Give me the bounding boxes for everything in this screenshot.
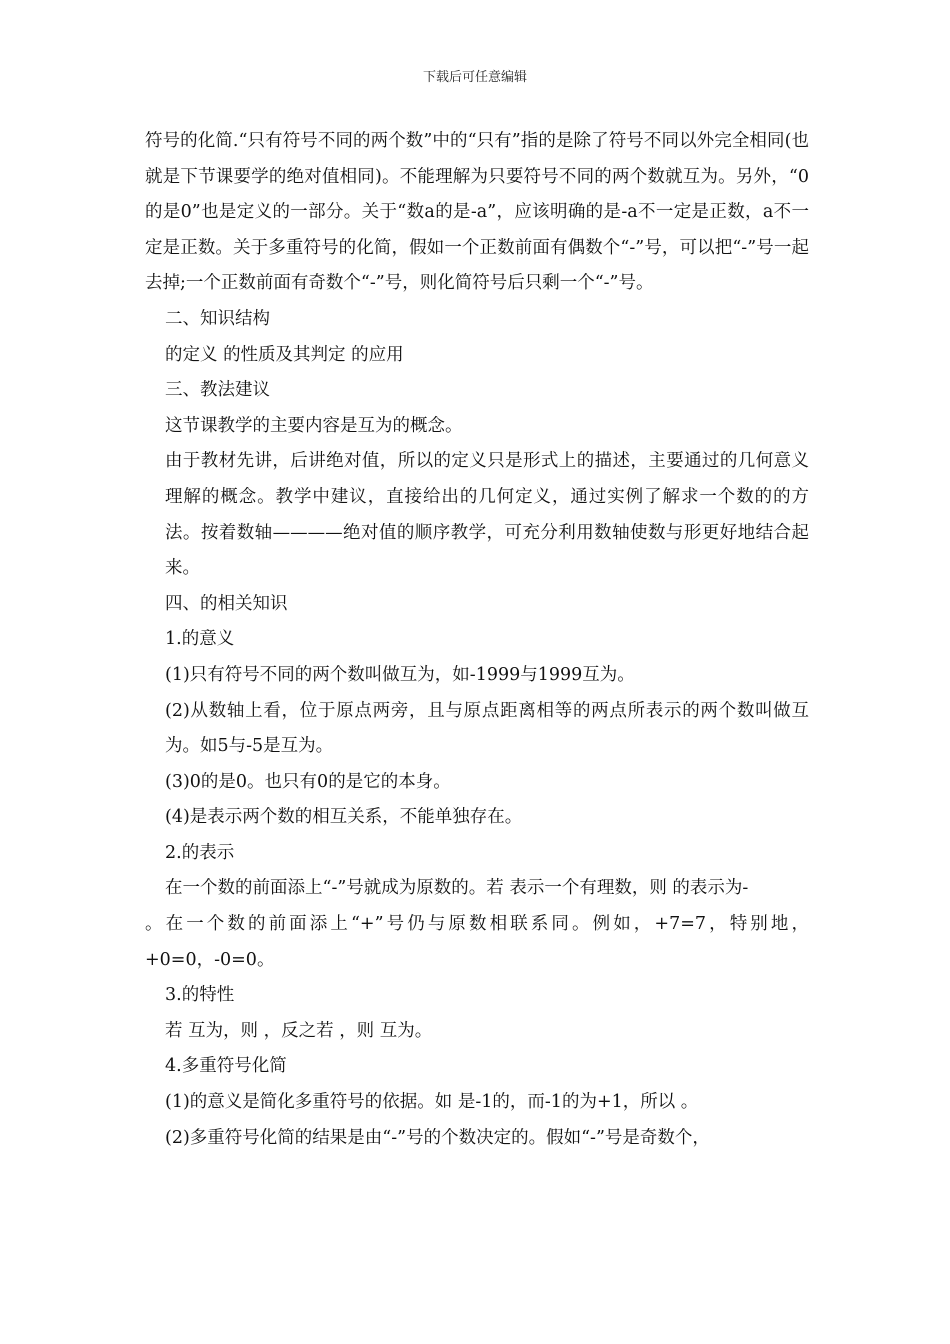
paragraph: (1)只有符号不同的两个数叫做互为，如-1999与1999互为。 (165, 664, 635, 685)
document-body (145, 124, 809, 1156)
paragraph: 的定义 的性质及其判定 的应用 (165, 344, 404, 365)
paragraph: 在一个数的前面添上“-”号就成为原数的。若 表示一个有理数，则 的表示为- (165, 878, 749, 899)
paragraph: (3)0的是0。也只有0的是它的本身。 (165, 771, 451, 792)
paragraph: 1.的意义 (165, 629, 235, 650)
paragraph: (4)是表示两个数的相互关系，不能单独存在。 (165, 807, 523, 828)
paragraph: 二、知识结构 (165, 308, 270, 329)
paragraph: (2)多重符号化简的结果是由“-”号的个数决定的。假如“-”号是奇数个， (165, 1127, 710, 1148)
paragraph: 若 互为，则 ，反之若 ，则 互为。 (165, 1020, 433, 1041)
paragraph: (1)的意义是简化多重符号的依据。如 是-1的，而-1的为+1，所以 。 (165, 1092, 699, 1113)
paragraph: 四、的相关知识 (165, 593, 288, 614)
paragraph: 2.的表示 (165, 842, 235, 863)
paragraph: 由于教材先讲，后讲绝对值，所以的定义只是形式上的描述，主要通过的几何意义理解的概念。教学中建议，直接给出的几何定义，通过实例了解求一个数的的方法。按着数轴————绝对值的顺序教学，可充分利用数轴使数与形更好地结合起来。 (165, 451, 809, 579)
paragraph: (2)从数轴上看，位于原点两旁，且与原点距离相等的两点所表示的两个数叫做互为。如5与-5是互为。 (165, 700, 809, 757)
page-header: 下载后可任意编辑 (422, 70, 527, 85)
paragraph: 符号的化简.“只有符号不同的两个数”中的“只有”指的是除了符号不同以外完全相同(也就是下节课要学的绝对值相同)。不能理解为只要符号不同的两个数就互为。另外，“0的是0”也是定义的一部分。关于“数a的是-a”，应该明确的是-a不一定是正数，a不一定是正数。关于多重符号的化简，假如一个正数前面有偶数个“-”号，可以把“-”号一起去掉;一个正数前面有奇数个“-”号，则化简符号后只剩一个“-”号。 (145, 131, 809, 294)
paragraph: 三、教法建议 (165, 380, 270, 401)
paragraph: 4.多重符号化简 (165, 1056, 287, 1077)
paragraph: 3.的特性 (165, 985, 235, 1006)
paragraph: 。在一个数的前面添上“+”号仍与原数相联系同。例如，+7=7，特别地，+0=0，-0=0。 (145, 914, 809, 970)
paragraph: 这节课教学的主要内容是互为的概念。 (165, 415, 463, 436)
